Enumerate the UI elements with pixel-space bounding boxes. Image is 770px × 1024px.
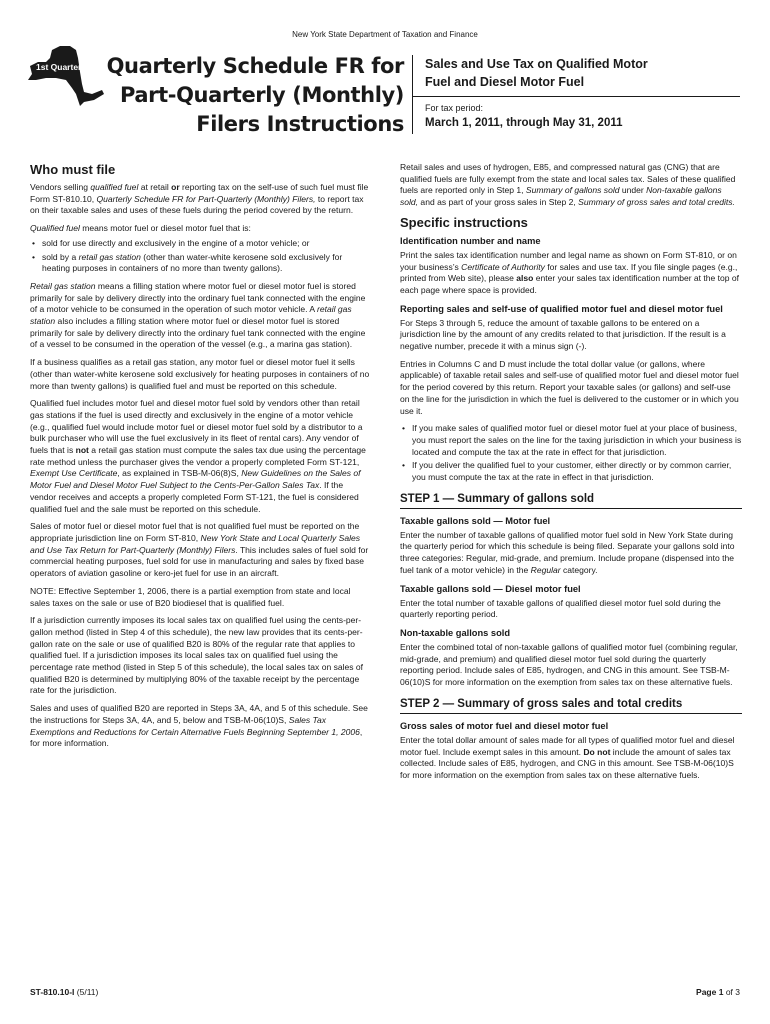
form-id: ST-810.10-I (5/11): [30, 987, 99, 997]
list-item: • sold for use directly and exclusively in the engine of a motor vehicle; or: [30, 238, 370, 250]
page-title: Quarterly Schedule FR for Part-Quarterly (Monthly) Filers Instructions: [106, 54, 404, 136]
paragraph: Enter the total number of taxable gallons of qualified diesel motor fuel sold during the quarterly reporting period.: [400, 597, 721, 620]
paragraph: If a jurisdiction currently imposes its local sales tax on qualified fuel using the cents-per-gallon method (listed in Step 4 of this schedule), the new law provides that its cents-per-gallon rate on the sale or use of qualified B20 is 80% of the regular rate that applies to qualified fuel. If a jurisdiction imposes its local sales tax on qualified fuel using the percentage rate method (listed in Step 5 of this schedule), the local sales tax on sales of qualified B20 is determined by multiplying 80% of the taxable receipt by the percentage rate for the jurisdiction.: [30, 615, 364, 696]
paragraph: Enter the number of taxable gallons of qualified motor fuel sold in New York State during the quarterly period for which this schedule is being filed. Separate your gallons sold into three categories: Regular, mid-grade, and premium. Include propane (dispensed into the fuel tank of a motor vehicle) in the Regular category.: [400, 529, 735, 575]
quarter-label: 1st Quarter: [36, 62, 82, 72]
left-column: [30, 162, 370, 756]
subtitle-divider: [413, 96, 740, 97]
paragraph: Vendors selling qualified fuel at retail or reporting tax on the self-use of such fuel must file Form ST-810.10, Quarterly Schedule FR for Part-Quarterly (Monthly) Filers, to report tax on their taxable sales and uses of these fuels during the period covered by the return.: [30, 182, 369, 216]
paragraph: Qualified fuel includes motor fuel and diesel motor fuel sold by vendors other than retail gas stations if the fuel is used directly and exclusively in the engine of a motor vehicle (e.g., qualified fuel would include motor fuel or diesel motor fuel sold by a distributor to a bulk purchaser who will use the fuel exclusively in its fleet of rental cars). Any vendor of fuels that is not a retail gas station must compute the sales tax due using the percentage rate method unless the purchaser gives the vendor a properly completed Form ST-121, Exempt Use Certificate, as explained in TSB-M-06(8)S, New Guidelines on the Sales of Motor Fuel and Diesel Motor Fuel Subject to the Cents-Per-Gallon Sales Tax. If the vendor receives and accepts a properly completed Form ST-121, the fuel is considered qualified fuel and the sale must be reported on this schedule.: [30, 398, 366, 514]
who-must-file-heading: Who must file: [30, 162, 116, 177]
paragraph: Sales and uses of qualified B20 are reported in Steps 3A, 4A, and 5 of this schedule. See the instructions for Steps 3A, 4A, and 5, below and TSB-M-06(10)S, Sales Tax Exemptions and Reductions for Certain Alternative Fuels Beginning September 1, 2006, for more information.: [30, 703, 368, 749]
right-column: [400, 162, 742, 788]
identification-heading: Identification number and name: [400, 235, 541, 246]
paragraph: If a business qualifies as a retail gas station, any motor fuel or diesel motor fuel it sells (other than water-white kerosene sold exclusively for heating purposes in containers of no more than twenty gallons) is qualified fuel and must be reported on this schedule.: [30, 357, 370, 391]
agency-name: New York State Department of Taxation and Finance: [292, 30, 478, 39]
paragraph: Sales of motor fuel or diesel motor fuel that is not qualified fuel must be reported on the appropriate jurisdiction line on Form ST-810, New York State and Local Quarterly Sales and Use Tax Return for Part-Quarterly (Monthly) Filers. This includes sales of fuel sold for commercial heating purposes, fuel sold for use in manufacturing and sales by fixed base operators of aviation gasoline or kero-jet fuel for use in an aircraft.: [30, 521, 369, 579]
reporting-heading: Reporting sales and self-use of qualified motor fuel and diesel motor fuel: [400, 303, 723, 314]
taxable-diesel-heading: Taxable gallons sold — Diesel motor fuel: [400, 583, 581, 594]
specific-instructions-heading: Specific instructions: [400, 214, 528, 230]
paragraph: Entries in Columns C and D must include the total dollar value (or gallons, where applicable) of taxable retail sales and self-use of qualified motor fuel and diesel motor fuel for the period covered by this return. Report your taxable sales (or gallons) and self-use on the line for the jurisdiction in which the fuel is delivered to the customer or in which you use it.: [400, 358, 739, 416]
step-2-heading: STEP 2 — Summary of gross sales and total credits: [400, 697, 742, 714]
list-item: • If you make sales of qualified motor fuel or diesel motor fuel at your place of business, you must report the sales on the line for the taxing jurisdiction in which your business is located and compute the tax at the rate in effect for that jurisdiction.: [400, 423, 742, 458]
paragraph: Enter the total dollar amount of sales made for all types of qualified motor fuel and diesel motor fuel. Include exempt sales in this amount. Do not include the amount of sales tax collected. Include sales of E85, hydrogen, and CNG in this amount. See TSB-M-06(10)S for more information on the exemption from sales tax on these alternative fuels.: [400, 734, 735, 780]
paragraph: For Steps 3 through 5, reduce the amount of taxable gallons to be entered on a jurisdiction line by the amount of any credits related to that jurisdiction. If the result is a negative number, precede it with a minus sign (-).: [400, 317, 726, 352]
bullet-list: [30, 238, 370, 275]
page-number: Page 1 of 3: [696, 987, 740, 997]
tax-subtitle: Sales and Use Tax on Qualified Motor Fuel and Diesel Motor Fuel: [425, 57, 648, 89]
taxable-motor-fuel-heading: Taxable gallons sold — Motor fuel: [400, 515, 551, 526]
gross-sales-heading: Gross sales of motor fuel and diesel motor fuel: [400, 720, 609, 731]
tax-period-value: March 1, 2011, through May 31, 2011: [425, 117, 623, 129]
new-york-state-map-icon: [26, 44, 106, 108]
list-item: • If you deliver the qualified fuel to your customer, either directly or by common carrier, you must compute the tax at the rate in effect in that jurisdiction.: [400, 460, 742, 483]
tax-period-label: For tax period:: [425, 103, 484, 113]
title-divider: [412, 55, 413, 134]
paragraph: Retail gas station means a filling station where motor fuel or diesel motor fuel is stored primarily for sale by delivery directly into the ordinary fuel tank connected with the engine of a motor vehicle to be consumed in the operation of such motor vehicle. A retail gas station also includes a filling station where motor fuel or diesel motor fuel is stored primarily for sale by delivery directly into the ordinary fuel tank connected with the engine of a vessel to be consumed in the operation of the vessel (e.g., a marina gas station).: [30, 280, 366, 350]
bullet-list: [400, 423, 742, 484]
paragraph: Print the sales tax identification number and legal name as shown on Form ST-810, or on your business’s Certificate of Authority for sales and use tax. If you file single pages (e.g., printed from Web site), please also enter your sales tax identification number at the top of each page where space is provided.: [400, 249, 740, 295]
paragraph: Retail sales and uses of hydrogen, E85, and compressed natural gas (CNG) that are qualified fuels are fully exempt from the state and local sales tax. Sales of these qualified fuels are reported only in Step 1, Summary of gallons sold under Non-taxable gallons sold, and as part of your gross sales in Step 2, Summary of gross sales and total credits.: [400, 162, 736, 208]
paragraph: Enter the combined total of non-taxable gallons of qualified motor fuel (combining regular, mid-grade, and premium) and qualified diesel motor fuel sold during the quarterly reporting period. Include sales of E85, hydrogen, and CNG in this amount. See TSB-M-06(10)S for more information on the exemption from sales tax on these alternative fuels.: [400, 641, 738, 688]
step-1-heading: STEP 1 — Summary of gallons sold: [400, 492, 742, 509]
paragraph: Qualified fuel means motor fuel or diesel motor fuel that is:: [30, 223, 251, 234]
non-taxable-heading: Non-taxable gallons sold: [400, 627, 511, 638]
note-paragraph: NOTE: Effective September 1, 2006, there is a partial exemption from state and local sales taxes on the sale or use of B20 biodiesel that is qualified fuel.: [30, 585, 351, 608]
list-item: • sold by a retail gas station (other than water-white kerosene sold exclusively for heating purposes in containers of no more than twenty gallons).: [30, 252, 370, 275]
